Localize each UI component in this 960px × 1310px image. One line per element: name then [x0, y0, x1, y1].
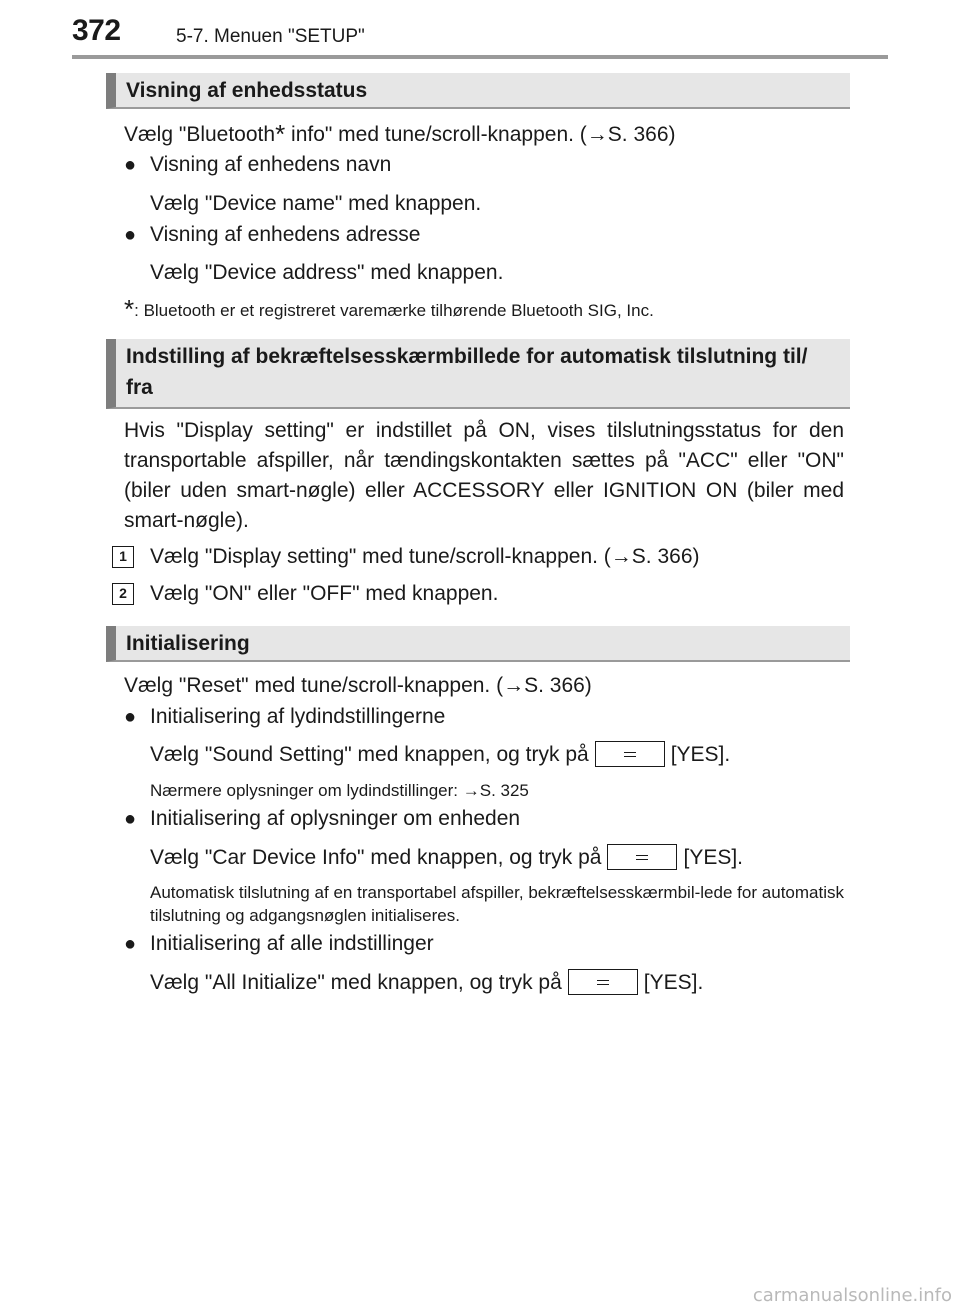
yes-key-icon: [568, 969, 638, 995]
footnote: [124, 296, 654, 326]
yes-label-3: [YES].: [643, 971, 704, 994]
yes-key-icon: [607, 844, 677, 870]
section1-intro-part-a: Vælg "Bluetooth: [124, 123, 276, 146]
section3-intro: Vælg "Reset" med tune/scroll-knappen. (→S. 366): [124, 674, 592, 697]
section1-intro: [124, 120, 676, 150]
bullet-sound-settings: ● Initialisering af lydindstillingerne: [150, 702, 445, 732]
footnote-text: : Bluetooth er et registreret varemærke tilhørende Bluetooth SIG, Inc.: [134, 301, 654, 320]
bullet-device-info-line: [150, 843, 743, 873]
section1-intro-part-b: info" med tune/scroll-knappen. (→S. 366): [285, 123, 676, 146]
bullet-all-settings-line: [150, 968, 703, 998]
bullet-device-name-text: Vælg "Device name" med knappen.: [150, 192, 482, 215]
bullet-device-name: ● Visning af enhedens navn: [150, 150, 391, 180]
bullet-device-address: ● Visning af enhedens adresse: [150, 220, 420, 250]
device-info-note: Automatisk tilslutning af en transportabel afspiller, bekræftelsesskærmbil-lede for automatisk tilslutning og adgangsnøglen initialiseres.: [150, 883, 844, 925]
asterisk-icon: *: [275, 119, 286, 149]
sound-settings-note: Nærmere oplysninger om lydindstillinger: →S. 325: [150, 781, 529, 800]
step-number-1: 1: [112, 546, 134, 568]
section-heading-device-status: Visning af enhedsstatus: [106, 73, 850, 109]
page-number: 372: [72, 14, 121, 47]
step-1-text: Vælg "Display setting" med tune/scroll-knappen. (→S. 366): [150, 545, 700, 568]
bullet-sound-settings-line: [150, 740, 730, 770]
watermark: carmanualsonline.info: [752, 1285, 952, 1306]
yes-label-2: [YES].: [683, 846, 744, 869]
yes-key-icon: [595, 741, 665, 767]
section2-paragraph: Hvis "Display setting" er indstillet på ON, vises tilslutningsstatus for den transportable afspiller, når tændingskontakten sættes på "ACC" eller "ON" (biler uden smart-nøgle) eller ACCESSORY eller IGNITION ON (biler med smart-nøgle).: [124, 419, 844, 532]
running-head: 5-7. Menuen "SETUP": [176, 26, 365, 47]
sound-settings-text: Vælg "Sound Setting" med knappen, og tryk på: [150, 743, 589, 766]
bullet-all-settings: ● Initialisering af alle indstillinger: [150, 929, 434, 959]
section-heading-initialisering: Initialisering: [106, 626, 850, 662]
header-rule: [72, 55, 888, 59]
bullet-device-info: ● Initialisering af oplysninger om enheden: [150, 804, 520, 834]
device-info-text: Vælg "Car Device Info" med knappen, og tryk på: [150, 846, 602, 869]
bullet-device-address-text: Vælg "Device address" med knappen.: [150, 261, 504, 284]
step-2-text: Vælg "ON" eller "OFF" med knappen.: [150, 582, 499, 605]
yes-label-1: [YES].: [670, 743, 731, 766]
footnote-asterisk-icon: *: [124, 294, 135, 324]
all-settings-text: Vælg "All Initialize" med knappen, og tryk på: [150, 971, 562, 994]
step-number-2: 2: [112, 583, 134, 605]
section-heading-auto-connect: Indstilling af bekræftelsesskærmbillede for automatisk tilslutning til/ fra: [106, 339, 850, 409]
